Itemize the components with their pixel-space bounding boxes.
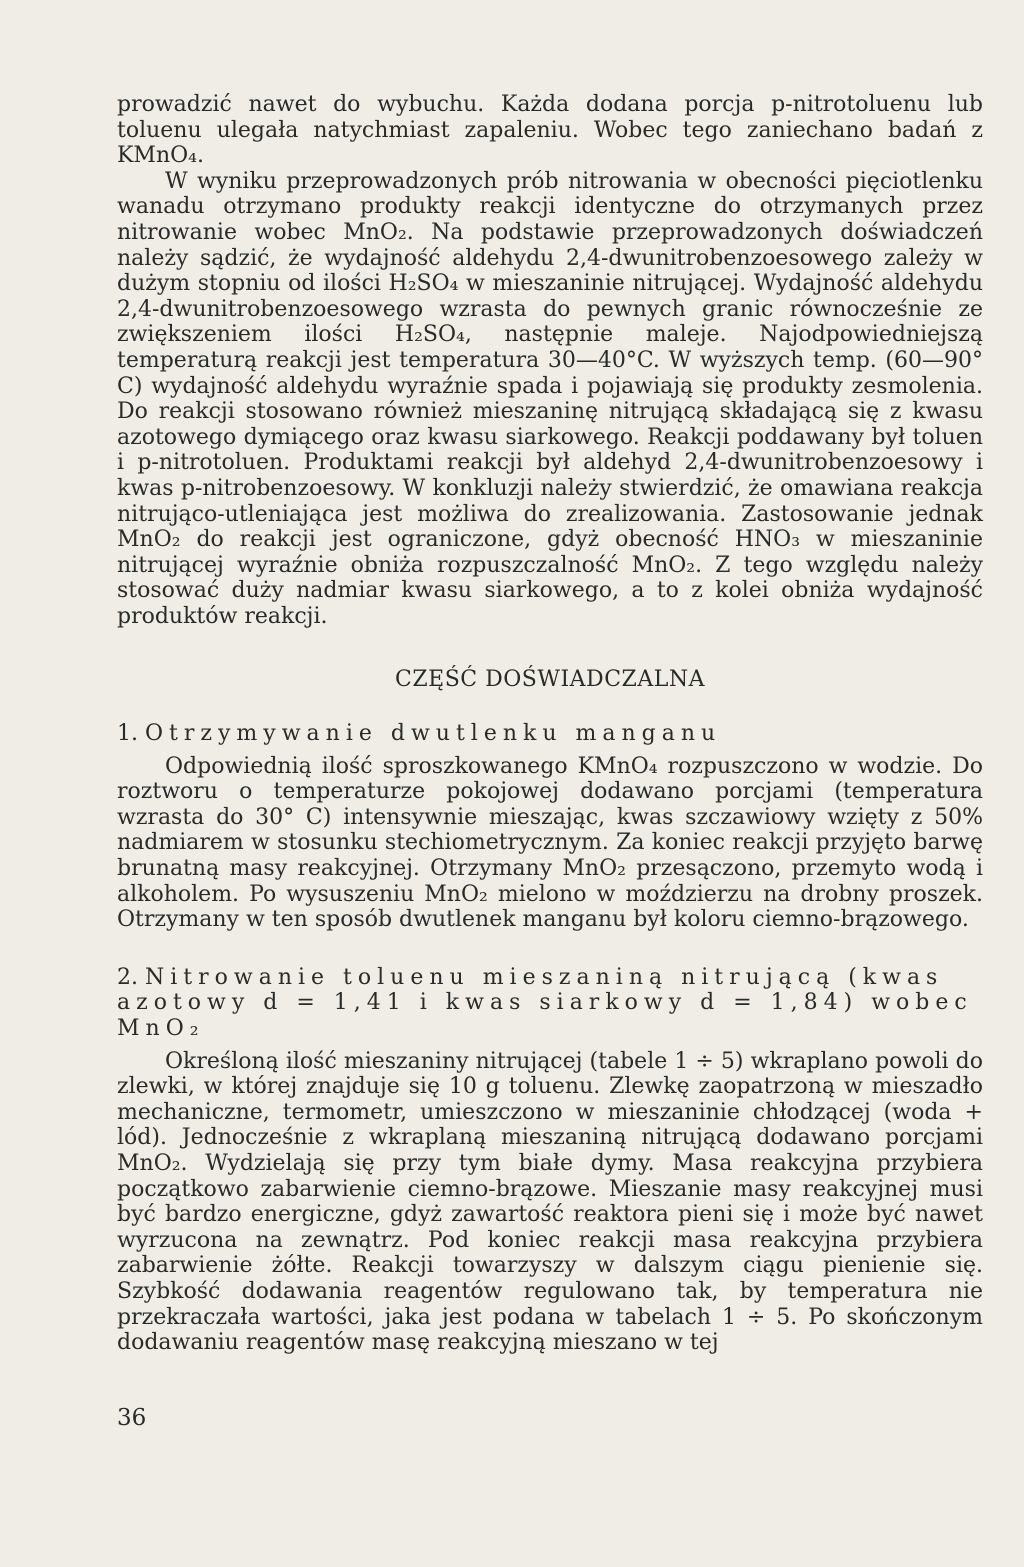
subsection-title: Otrzymywanie dwutlenku manganu xyxy=(145,721,722,747)
paragraph-mno2-preparation: Odpowiednią ilość sproszkowanego KMnO₄ rozpuszczono w wodzie. Do roztworu o temperaturze pokojowej dodawano porcjami (temperatura wzrasta do 30° C) intensywnie mieszając, kwas szczawiowy wzięty z 50% nadmiarem w stosunku stechiometrycznym. Za koniec reakcji przyjęto barwę brunatną masy reakcyjnej. Otrzymany MnO₂ przesączono, przemyto wodą i alkoholem. Po wysuszeniu MnO₂ mielono w moździerzu na drobny proszek. Otrzymany w ten sposób dwutlenek manganu był koloru ciemno-brązowego. xyxy=(117,753,983,933)
subsection-number: 2. xyxy=(117,964,138,990)
page-number: 36 xyxy=(117,1405,147,1431)
section-title: CZĘŚĆ DOŚWIADCZALNA xyxy=(395,667,705,693)
subsection-heading-2 xyxy=(117,965,983,1042)
page-body xyxy=(117,92,983,1356)
paragraph-nitration-procedure: Określoną ilość mieszaniny nitrującej (tabele 1 ÷ 5) wkraplano powoli do zlewki, w której znajduje się 10 g toluenu. Zlewkę zaopatrzoną w mieszadło mechaniczne, termometr, umieszczono w mieszaninie chłodzącej (woda + lód). Jednocześnie z wkraplaną mieszaniną nitrującą dodawano porcjami MnO₂. Wydzielają się przy tym białe dymy. Masa reakcyjna przybiera początkowo zabarwienie ciemno-brązowe. Mieszanie masy reakcyjnej musi być bardzo energiczne, gdyż zawartość reaktora pieni się i może być nawet wyrzucona na zewnątrz. Pod koniec reakcji masa reakcyjna przybiera zabarwienie żółte. Reakcji towarzyszy w dalszym ciągu pienienie się. Szybkość dodawania reagentów regulowano tak, by temperatura nie przekraczała wartości, jaka jest podana w tabelach 1 ÷ 5. Po skończonym dodawaniu reagentów masę reakcyjną mieszano w tej xyxy=(117,1048,983,1356)
subsection-heading-1 xyxy=(117,721,983,747)
paragraph-intro-continuation: prowadzić nawet do wybuchu. Każda dodana porcja p-nitrotoluenu lub toluenu ulegała natychmiast zapaleniu. Wobec tego zaniechano badań z KMnO₄. xyxy=(117,92,983,169)
subsection-number: 1. xyxy=(117,721,138,747)
subsection-title: Nitrowanie toluenu mieszaniną nitrującą (kwas azotowy d = 1,41 i kwas siarkowy d = 1,84) wobec MnO₂ xyxy=(117,964,973,1041)
paragraph-results-discussion: W wyniku przeprowadzonych prób nitrowania w obecności pięciotlenku wanadu otrzymano produkty reakcji identyczne do otrzymanych przez nitrowanie wobec MnO₂. Na podstawie przeprowadzonych doświadczeń należy sądzić, że wydajność aldehydu 2,4-dwunitrobenzoesowego zależy w dużym stopniu od ilości H₂SO₄ w mieszaninie nitrującej. Wydajność aldehydu 2,4-dwunitrobenzoesowego wzrasta do pewnych granic równocześnie ze zwiększeniem ilości H₂SO₄, następnie maleje. Najodpowiedniejszą temperaturą reakcji jest temperatura 30—40°C. W wyższych temp. (60—90° C) wydajność aldehydu wyraźnie spada i pojawiają się produkty zesmolenia. Do reakcji stosowano również mieszaninę nitrującą składającą się z kwasu azotowego dymiącego oraz kwasu siarkowego. Reakcji poddawany był toluen i p-nitrotoluen. Produktami reakcji był aldehyd 2,4-dwunitrobenzoesowy i kwas p-nitrobenzoesowy. W konkluzji należy stwierdzić, że omawiana reakcja nitrująco-utleniająca jest możliwa do zrealizowania. Zastosowanie jednak MnO₂ do reakcji jest ograniczone, gdyż obecność HNO₃ w mieszaninie nitrującej wyraźnie obniża rozpuszczalność MnO₂. Z tego względu należy stosować duży nadmiar kwasu siarkowego, a to z kolei obniża wydajność produktów reakcji. xyxy=(117,168,983,629)
